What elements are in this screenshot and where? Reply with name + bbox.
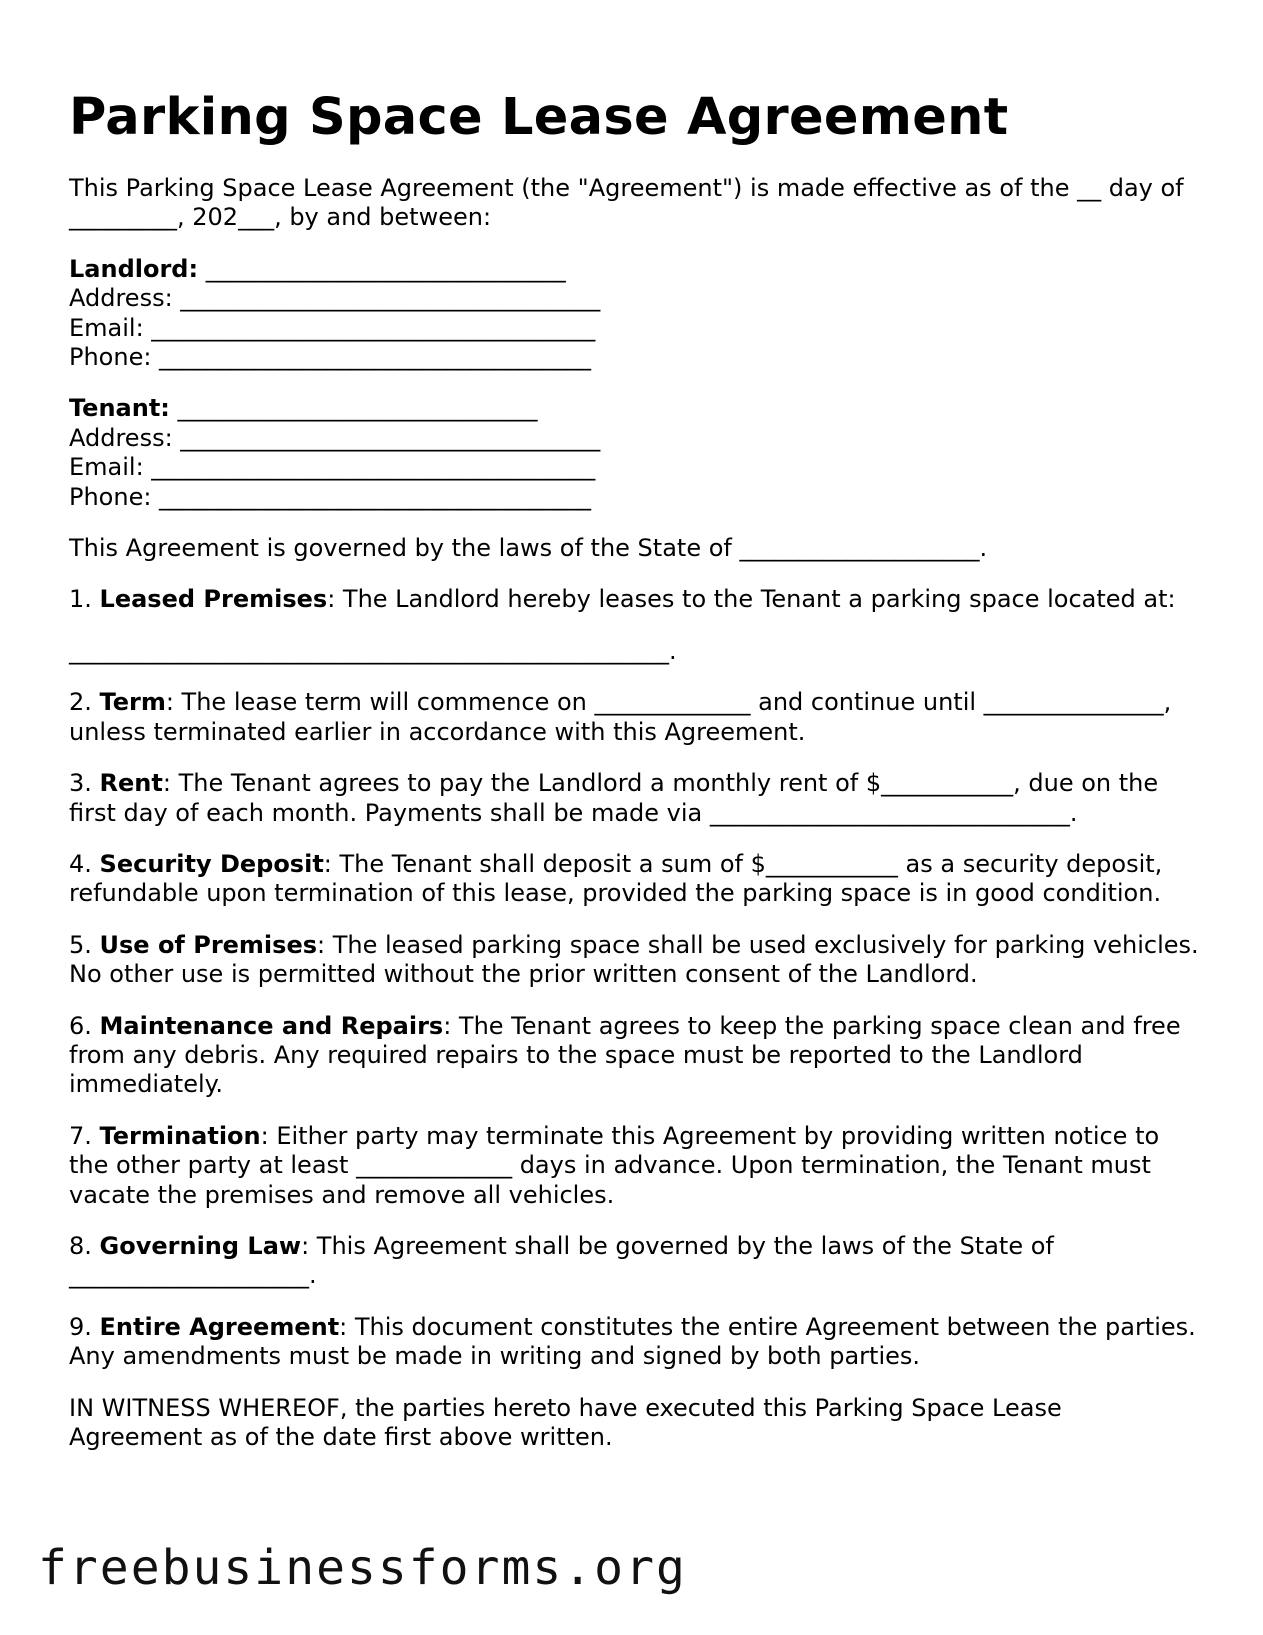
section-heading: Maintenance and Repairs (99, 1011, 444, 1040)
section-number: 4. (69, 849, 100, 878)
tenant-phone-line: Phone: ____________________________________ (69, 482, 592, 511)
section-text: : The leased parking space shall be used exclusively for parking vehicles. No other use is permitted without the prior written consent of the Landlord. (69, 930, 1207, 989)
section-text: : The lease term will commence on _____________ and continue until _______________, unless terminated earlier in accordance with this Agreement. (69, 688, 1179, 746)
tenant-name-blank: ______________________________ (169, 394, 538, 423)
section-text: : The Tenant agrees to pay the Landlord a monthly rent of $___________, due on the first day of each month. Payments shall be made via ______________________________. (69, 769, 1166, 827)
section-number: 5. (69, 930, 100, 959)
section-number: 2. (69, 688, 100, 717)
section-number: 3. (69, 769, 100, 798)
section-number: 1. (69, 585, 100, 614)
section-heading: Leased Premises (99, 585, 328, 614)
section-heading: Term (99, 688, 166, 717)
section-number: 8. (69, 1231, 100, 1260)
section-number: 9. (69, 1312, 100, 1341)
section-text: : The Tenant agrees to keep the parking space clean and free from any debris. Any required repairs to the space must be reported to the Landlord immediately. (69, 1011, 1189, 1099)
tenant-label: Tenant: (69, 394, 170, 423)
landlord-name-line (69, 255, 1199, 284)
section-security-deposit (69, 850, 1199, 909)
section-text: : The Tenant shall deposit a sum of $___________ as a security deposit, refundable upon termination of this lease, provided the parking space is in good condition. (69, 849, 1170, 908)
governing-intro-paragraph: This Agreement is governed by the laws of the State of ____________________. (69, 534, 988, 563)
landlord-block (69, 255, 1199, 373)
section-maintenance (69, 1012, 1199, 1100)
landlord-address-line: Address: ___________________________________ (69, 284, 601, 313)
section-text: : Either party may terminate this Agreement by providing written notice to the other party at least _____________ days in advance. Upon termination, the Tenant must vacate the premises and remove all vehicles. (69, 1121, 1167, 1209)
document-page (69, 82, 1207, 1452)
section-leased-premises (69, 585, 1199, 614)
section-text: : The Landlord hereby leases to the Tenant a parking space located at: (327, 585, 1176, 614)
section-number: 6. (69, 1011, 100, 1040)
tenant-name-line (69, 394, 1199, 423)
section-heading: Termination (99, 1121, 261, 1150)
tenant-block (69, 394, 1199, 512)
section-number: 7. (69, 1121, 100, 1150)
tenant-email-line: Email: _____________________________________ (69, 453, 596, 482)
section-termination (69, 1122, 1199, 1210)
section-text: : This Agreement shall be governed by the laws of the State of ____________________. (69, 1231, 1062, 1290)
intro-paragraph: This Parking Space Lease Agreement (the "Agreement") is made effective as of the __ day of _________, 202___, by and between: (69, 174, 1192, 232)
section-heading: Security Deposit (99, 849, 324, 878)
premises-address-blank: __________________________________________________. (69, 636, 677, 665)
watermark-footer: freebusinessforms.org (38, 1540, 687, 1596)
section-heading: Rent (99, 769, 163, 798)
section-rent (69, 769, 1199, 828)
tenant-address-line: Address: ___________________________________ (69, 423, 601, 452)
section-heading: Entire Agreement (99, 1312, 340, 1341)
landlord-email-line: Email: _____________________________________ (69, 313, 596, 342)
page-title: Parking Space Lease Agreement (69, 88, 1009, 147)
section-text: : This document constitutes the entire Agreement between the parties. Any amendments must be made in writing and signed by both parties. (69, 1312, 1204, 1371)
section-use-of-premises (69, 930, 1207, 990)
section-heading: Governing Law (99, 1231, 302, 1260)
witness-paragraph: IN WITNESS WHEREOF, the parties hereto have executed this Parking Space Lease Agreement as of the date first above written. (69, 1393, 1070, 1451)
landlord-label: Landlord: (69, 254, 199, 283)
section-heading: Use of Premises (99, 930, 318, 959)
landlord-phone-line: Phone: ____________________________________ (69, 343, 592, 372)
section-term (69, 688, 1199, 747)
landlord-name-blank: ______________________________ (198, 254, 566, 283)
section-entire-agreement (69, 1312, 1204, 1372)
section-governing-law (69, 1232, 1199, 1291)
